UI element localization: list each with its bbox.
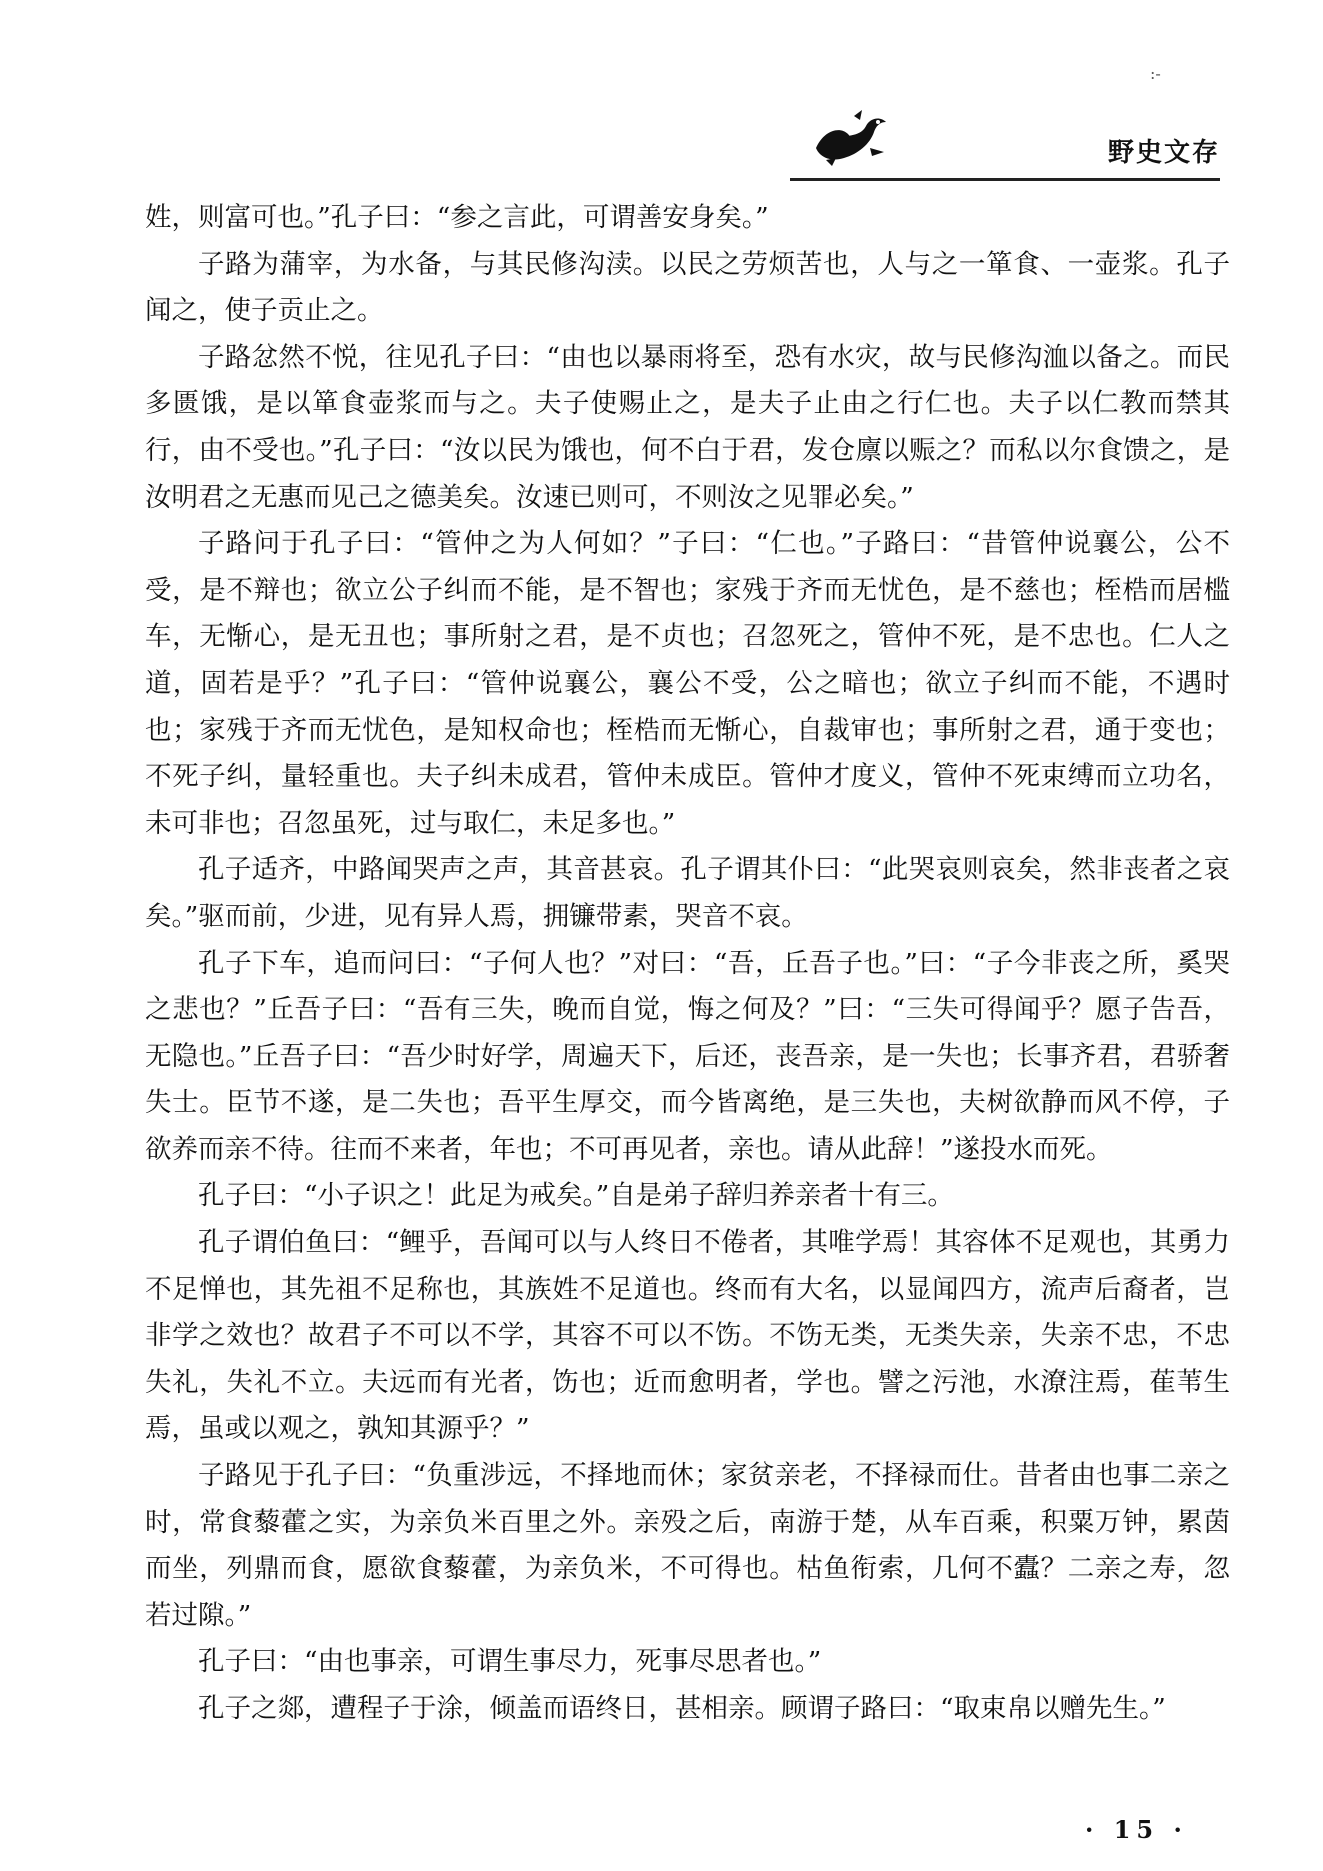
header-rule (790, 178, 1220, 181)
scan-mark: :- (1150, 64, 1161, 83)
paragraph: 子路忿然不悦，往见孔子曰：“由也以暴雨将至，恐有水灾，故与民修沟洫以备之。而民多匮饿，是以箪食壶浆而与之。夫子使赐止之，是夫子止由之行仁也。夫子以仁教而禁其行，由不受也。”孔子曰：“汝以民为饿也，何不白于君，发仓廪以赈之？而私以尔食馈之，是汝明君之无惠而见己之德美矣。汝速已则可，不则汝之见罪必矣。” (145, 341, 1230, 513)
paragraph: 子路见于孔子曰：“负重涉远，不择地而休；家贫亲老，不择禄而仕。昔者由也事二亲之时，常食藜藿之实，为亲负米百里之外。亲殁之后，南游于楚，从车百乘，积粟万钟，累茵而坐，列鼎而食，愿欲食藜藿，为亲负米，不可得也。枯鱼衔索，几何不蠹？二亲之寿，忽若过隙。” (145, 1460, 1230, 1631)
paragraph: 子路问于孔子曰：“管仲之为人何如？”子曰：“仁也。”子路曰：“昔管仲说襄公，公不受，是不辩也；欲立公子纠而不能，是不智也；家残于齐而无忧色，是不慈也；桎梏而居槛车，无惭心，是无丑也；事所射之君，是不贞也；召忽死之，管仲不死，是不忠也。仁人之道，固若是乎？”孔子曰：“管仲说襄公，襄公不受，公之暗也；欲立子纠而不能，不遇时也；家残于齐而无忧色，是知权命也；桎梏而无惭心，自裁审也；事所射之君，通于变也；不死子纠，量轻重也。夫子纠未成君，管仲未成臣。管仲才度义，管仲不死束缚而立功名，未可非也；召忽虽死，过与取仁，未足多也。” (145, 528, 1230, 839)
paragraph: 子路为蒲宰，为水备，与其民修沟渎。以民之劳烦苦也，人与之一箪食、一壶浆。孔子闻之，使子贡止之。 (145, 248, 1230, 327)
dragon-emblem-icon (810, 108, 890, 168)
series-title: 野史文存 (1107, 138, 1220, 168)
paragraph: 姓，则富可也。”孔子曰：“参之言此，可谓善安身矣。” (145, 202, 769, 233)
paragraph: 孔子适齐，中路闻哭声之声，其音甚哀。孔子谓其仆曰：“此哭哀则哀矣，然非丧者之哀矣。”驱而前，少进，见有异人焉，拥镰带素，哭音不哀。 (145, 854, 1230, 932)
running-header (790, 100, 1220, 180)
paragraph: 孔子之郯，遭程子于涂，倾盖而语终日，甚相亲。顾谓子路曰：“取束帛以赠先生。” (198, 1693, 1166, 1724)
paragraph: 孔子谓伯鱼曰：“鲤乎，吾闻可以与人终日不倦者，其唯学焉！其容体不足观也，其勇力不足惮也，其先祖不足称也，其族姓不足道也。终而有大名，以显闻四方，流声后裔者，岂非学之效也？故君子不可以不学，其容不可以不饬。不饬无类，无类失亲，失亲不忠，不忠失礼，失礼不立。夫远而有光者，饬也；近而愈明者，学也。譬之污池，水潦注焉，萑苇生焉，虽或以观之，孰知其源乎？” (145, 1227, 1230, 1445)
paragraph: 孔子下车，追而问曰：“子何人也？”对曰：“吾，丘吾子也。”曰：“子今非丧之所，奚哭之悲也？”丘吾子曰：“吾有三失，晚而自觉，悔之何及？”曰：“三失可得闻乎？愿子告吾，无隐也。”丘吾子曰：“吾少时好学，周遍天下，后还，丧吾亲，是一失也；长事齐君，君骄奢失士。臣节不遂，是二失也；吾平生厚交，而今皆离绝，是三失也，夫树欲静而风不停，子欲养而亲不待。往而不来者，年也；不可再见者，亲也。请从此辞！”遂投水而死。 (145, 947, 1230, 1165)
paragraph: 孔子曰：“由也事亲，可谓生事尽力，死事尽思者也。” (198, 1646, 822, 1678)
page-number: · 15 · (1085, 1815, 1188, 1844)
page-body (145, 195, 1230, 1733)
paragraph: 孔子曰：“小子识之！此足为戒矣。”自是弟子辞归养亲者十有三。 (198, 1180, 954, 1212)
